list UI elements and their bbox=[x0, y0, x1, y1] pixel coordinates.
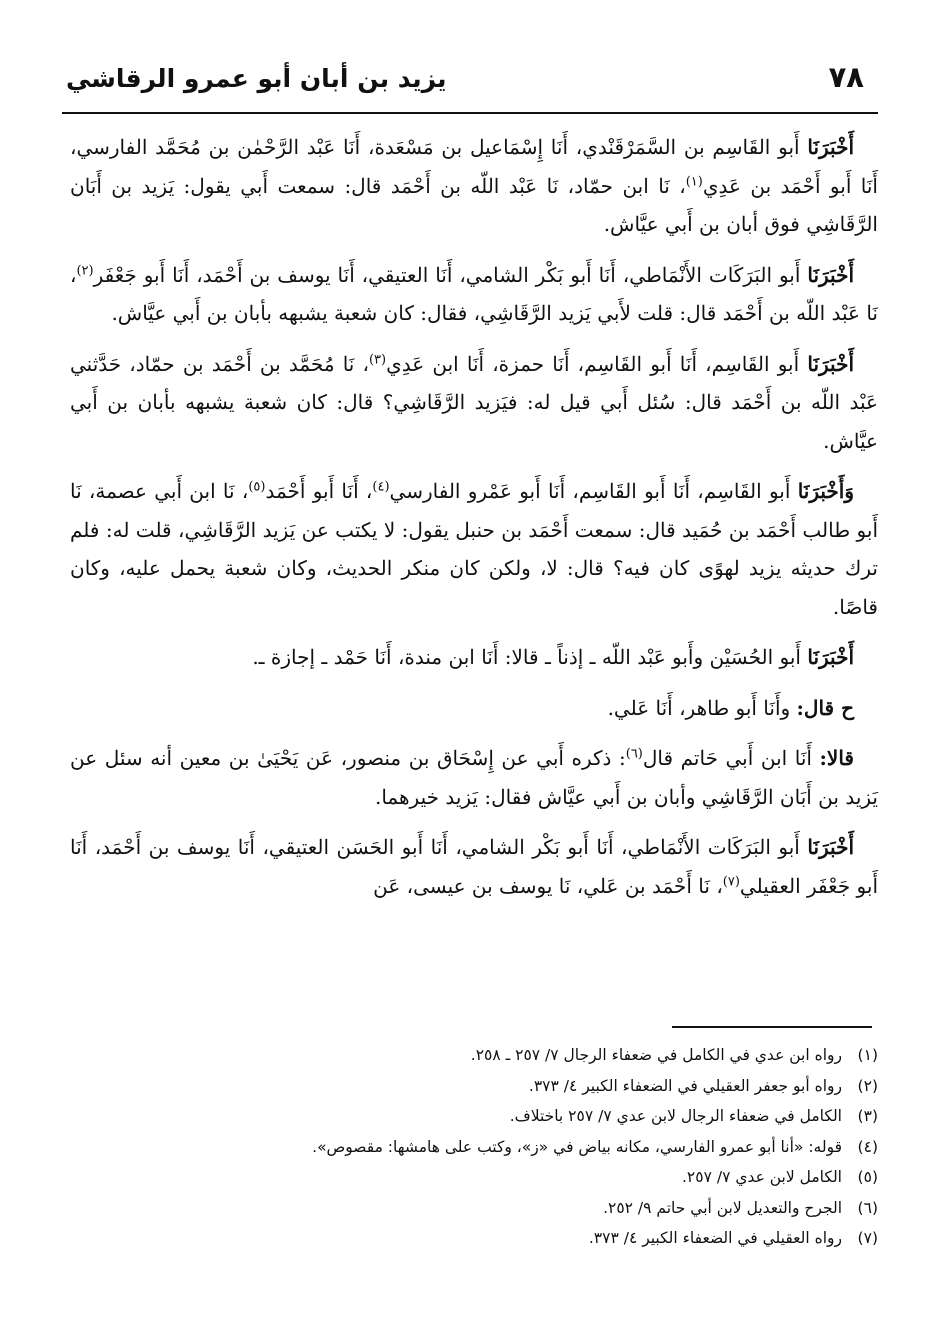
footnote-separator bbox=[672, 1026, 872, 1028]
footnote-ref: (٣) bbox=[368, 351, 387, 367]
footnote-ref: (٧) bbox=[722, 873, 740, 889]
paragraph-2 bbox=[70, 256, 878, 333]
paragraph-lead: أَخْبَرَنَا bbox=[807, 262, 854, 287]
paragraph-7 bbox=[70, 739, 878, 816]
paragraph-text: ، نَا عَبْد اللّه بن أَحْمَد قال: قلت لأَبي يَزيد الرَّقَاشِي، فقال: كان شعبة يشبهه بأبان بن أَبي عيَّاش. bbox=[70, 262, 878, 325]
paragraph-lead: قالا: bbox=[819, 746, 854, 770]
paragraph-lead: أَخْبَرَنَا bbox=[807, 135, 854, 159]
footnote-text: الجرح والتعديل لابن أبي حاتم ٩/ ٢٥٢. bbox=[603, 1198, 842, 1217]
footnote-ref: (٥) bbox=[248, 479, 266, 495]
paragraph-lead: أَخْبَرَنَا bbox=[807, 351, 854, 376]
paragraph-4 bbox=[70, 472, 878, 626]
paragraph-lead: أَخْبَرَنَا bbox=[807, 835, 854, 859]
paragraph-text: وأَنَا أَبو طاهر، أَنَا عَلي. bbox=[607, 695, 797, 720]
page-number: ٧٨ bbox=[828, 60, 864, 94]
footnote-text: رواه ابن عدي في الكامل في ضعفاء الرجال ٧/ ٢٥٧ ـ ٢٥٨. bbox=[470, 1046, 842, 1064]
footnote-item bbox=[70, 1132, 878, 1163]
footnote-number: (١) bbox=[857, 1046, 878, 1064]
footnote-item bbox=[70, 1101, 878, 1132]
footnote-ref: (٦) bbox=[625, 746, 643, 762]
footnote-text: قوله: «أنا أبو عمرو الفارسي، مكانه بياض في «ز»، وكتب على هامشها: مقصوص». bbox=[312, 1137, 842, 1156]
paragraph-text: ، نَا ابن حمّاد، نَا عَبْد اللّه بن أَحْمَد قال: سمعت أَبي يقول: يَزيد بن أَبَان الرَّقَاشِي فوق أبان بن أَبي عيَّاش. bbox=[70, 173, 878, 236]
paragraph-text: أَبو القَاسِم، أَنَا أَبو القَاسِم، أَنَا حمزة، أَنَا ابن عَدِي bbox=[386, 351, 808, 376]
paragraph-1 bbox=[70, 128, 878, 244]
paragraph-3 bbox=[70, 345, 878, 461]
footnote-number: (٦) bbox=[857, 1198, 878, 1217]
footnote-text: الكامل في ضعفاء الرجال لابن عدي ٧/ ٢٥٧ باختلاف. bbox=[509, 1107, 842, 1125]
paragraph-lead: أَخْبَرَنَا bbox=[807, 645, 854, 669]
paragraph-text: أَبو البَرَكَات الأَنْمَاطي، أَنَا أَبو بَكْر الشامي، أَنَا أَبو الحَسَن العتيقي، أَنَا يوسف بن أَحْمَد، أَنَا أَبو جَعْفَر العقيلي bbox=[70, 835, 878, 898]
paragraph-text: ، نَا مُحَمَّد بن أَحْمَد بن حمّاد، حَدَّثني عَبْد اللّه بن أَحْمَد قال: سُئل أَبي قيل له: فيَزيد الرَّقَاشِي؟ قال: كان شعبة يشبهه بأبان بن أَبي عيَّاش. bbox=[70, 351, 878, 453]
footnote-item bbox=[70, 1193, 878, 1224]
paragraph-text: أَبو الحُسَيْن وأَبو عَبْد اللّه ـ إذناً ـ قالا: أَنَا ابن مندة، أَنَا حَمْد ـ إجازة ـ. bbox=[252, 645, 808, 669]
footnote-text: رواه العقيلي في الضعفاء الكبير ٤/ ٣٧٣. bbox=[588, 1229, 842, 1247]
footnote-item bbox=[70, 1071, 878, 1102]
footnote-ref: (٤) bbox=[372, 479, 390, 495]
footnote-number: (٤) bbox=[857, 1137, 878, 1156]
footnote-text: رواه أبو جعفر العقيلي في الضعفاء الكبير ٤/ ٣٧٣. bbox=[528, 1076, 842, 1095]
paragraph-text: أَبو القَاسِم بن السَّمَرْقَنْدي، أَنَا إِسْمَاعيل بن مَسْعَدة، أَنَا عَبْد الرَّحْمٰن بن مُحَمَّد الفارسي، أَنَا أَبو أَحْمَد بن عَدِي bbox=[70, 135, 878, 198]
paragraph-lead: ح قال: bbox=[796, 695, 854, 720]
paragraph-5 bbox=[70, 638, 878, 677]
paragraph-text: أَبو القَاسِم، أَنَا أَبو القَاسِم، أَنَا أَبو عَمْرو الفارسي bbox=[389, 479, 798, 503]
footnote-item bbox=[70, 1223, 878, 1254]
paragraph-text: أَبو البَرَكَات الأَنْمَاطي، أَنَا أَبو بَكْر الشامي، أَنَا العتيقي، أَنَا يوسف بن أَحْمَد، أَنَا أَبو جَعْفَر bbox=[93, 262, 808, 287]
header-rule bbox=[62, 112, 878, 114]
footnotes bbox=[70, 1040, 878, 1254]
paragraph-text: : ذكره أَبي عن إِسْحَاق بن منصور، عَن يَحْيَىٰ بن معين أنه سئل عن يَزيد بن أَبَان الرَّقَاشِي وأبان بن أَبي عيَّاش فقال: يَزيد خيرهما. bbox=[70, 746, 878, 809]
footnote-number: (٧) bbox=[857, 1229, 878, 1247]
footnote-ref: (١) bbox=[685, 173, 703, 189]
page-header bbox=[62, 58, 878, 110]
footnote-number: (٣) bbox=[857, 1107, 878, 1125]
main-text bbox=[70, 128, 878, 917]
paragraph-8 bbox=[70, 828, 878, 905]
footnote-number: (٥) bbox=[857, 1168, 878, 1186]
paragraph-text: أَنَا ابن أَبي حَاتم قال bbox=[642, 746, 820, 770]
footnote-number: (٢) bbox=[857, 1076, 878, 1095]
paragraph-text: ، نَا أَحْمَد بن عَلي، نَا يوسف بن عيسى، عَن bbox=[373, 873, 723, 898]
paragraph-text: ، نَا ابن أَبي عصمة، نَا أَبو طالب أَحْمَد بن حُمَيد قال: سمعت أَحْمَد بن حنبل يقول: لا يكتب عن يَزيد الرَّقَاشِي، قلت له: فلم ترك حديثه يزيد لهوًى كان فيه؟ قال: لا، ولكن كان منكر الحديث، وكان شعبة يحمل عليه، وكان قاصًا. bbox=[70, 479, 878, 619]
footnote-item bbox=[70, 1162, 878, 1193]
footnote-ref: (٢) bbox=[76, 262, 94, 278]
paragraph-lead: وَأَخْبَرَنَا bbox=[797, 479, 855, 503]
paragraph-6 bbox=[70, 689, 878, 728]
paragraph-text: ، أَنَا أَبو أَحْمَد bbox=[265, 479, 373, 503]
footnote-text: الكامل لابن عدي ٧/ ٢٥٧. bbox=[681, 1168, 842, 1186]
running-title: يزيد بن أبان أبو عمرو الرقاشي bbox=[66, 64, 447, 93]
footnote-item bbox=[70, 1040, 878, 1071]
